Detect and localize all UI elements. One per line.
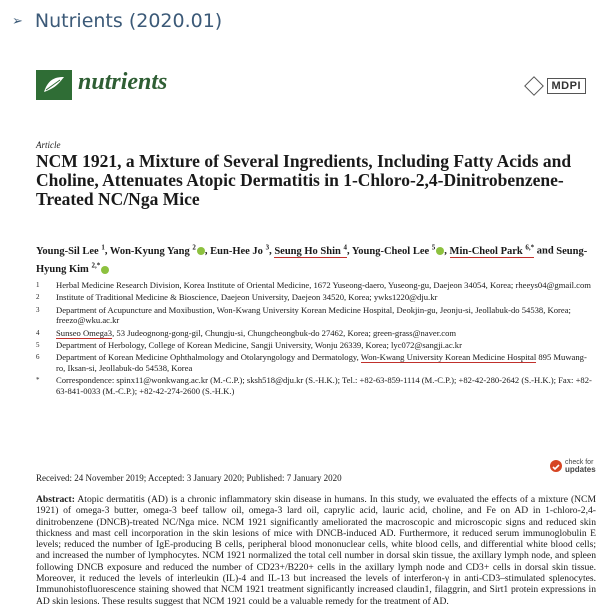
affiliation-number: 5: [36, 340, 40, 349]
affiliation-item: [36, 328, 596, 339]
author-name-text: Won-Kyung Yang: [109, 245, 193, 257]
mdpi-hex-icon: [524, 76, 544, 96]
affiliation-text: Department of Acupuncture and Moxibustion, Won-Kwang University Korean Medicine Hospital, Deokjin-gu, Jeonju-si, Jeollabuk-do 54538, Korea; freezo@wku.ac.kr: [56, 304, 571, 326]
check-for-updates-button[interactable]: [550, 459, 596, 473]
affiliation-number: 4: [36, 328, 40, 337]
author-affiliation-sup: 3: [265, 243, 270, 251]
affiliation-highlight: Sunseo Omega3: [56, 327, 113, 338]
author-name[interactable]: [351, 243, 444, 257]
author-affiliation-sup: 4: [343, 243, 347, 251]
affiliation-item: [36, 340, 596, 351]
author-separator: and: [534, 245, 557, 257]
author-name[interactable]: [274, 243, 347, 258]
author-separator: ,: [204, 245, 211, 257]
author-name-text: Seung-Hyung Kim: [36, 245, 588, 275]
author-name-text: Min-Cheol Park: [449, 245, 526, 257]
author-name-text: Young-Cheol Lee: [351, 245, 432, 257]
check-updates-label: check for updates: [565, 459, 596, 474]
affiliation-item: [36, 280, 596, 291]
author-name[interactable]: [109, 243, 205, 257]
author-separator: ,: [346, 245, 352, 257]
affiliation-item: [36, 375, 596, 397]
author-name[interactable]: [449, 243, 535, 258]
affiliation-number: 3: [36, 305, 40, 314]
author-affiliation-sup: 1: [101, 243, 105, 251]
publisher-name: MDPI: [547, 78, 587, 94]
abstract-text: Atopic dermatitis (AD) is a chronic inflammatory skin disease in humans. In this study, we evaluated the effects of a mixture (NCM 1921) of omega-3 butter, omega-3 beef tallow oil, omega-3 lard oil, caprylic acid, lauric acid, choline, and Fe on AD in 1-chloro-2,4-dinitrobenzene (DNCB)-treated NC/Nga mice. NCM 1921 significantly ameliorated the macroscopic and microscopic signs and reduced skin thickness and mast cell incorporation in the skin lesions of mice with DNCB-induced AD. Furthermore, it reduced serum immunoglobulin E levels; reduced the number of IgE-producing B cells, peripheral blood mononuclear cells, white blood cells, and differential white blood cells; and increased the number of lymphocytes. NCM 1921 normalized the total cell number in dorsal skin tissue, the axillary lymph node, and spleen following DNCB exposure and reduced the number of CD23+/B220+ cells in the axillary lymph node and CD3+ cells in dorsal skin tissue. Moreover, it reduced the levels of interleukin (IL)-4 and IL-13 but increased the levels of interferon-γ in anti-CD3–stimulated splenocytes. Immunohistofluorescence staining showed that NCM 1921 treatment significantly increased claudin1, filaggrin, and Sirt1 protein expressions in AD skin lesions. These results suggest that NCM 1921 could be a valuable remedy for the treatment of AD.: [36, 494, 596, 607]
affiliation-list: [36, 280, 596, 398]
author-affiliation-sup: 2,*: [91, 261, 101, 270]
author-name[interactable]: [210, 243, 270, 257]
author-affiliation-sup: 5: [431, 243, 436, 251]
abstract: [36, 494, 596, 607]
author-list: [36, 240, 596, 277]
journal-header: [36, 66, 592, 102]
author-name[interactable]: [36, 243, 105, 257]
affiliation-number: *: [36, 376, 40, 385]
orcid-icon[interactable]: [197, 247, 205, 255]
author-name-text: Young-Sil Lee: [36, 245, 102, 257]
affiliation-item: [36, 352, 596, 374]
publication-dates: Received: 24 November 2019; Accepted: 3 January 2020; Published: 7 January 2020: [36, 473, 342, 483]
affiliation-number: 1: [36, 281, 40, 289]
author-separator: ,: [444, 245, 450, 257]
orcid-icon[interactable]: [101, 266, 109, 274]
abstract-label: Abstract:: [36, 494, 75, 505]
article-title: NCM 1921, a Mixture of Several Ingredients, Including Fatty Acids and Choline, Attenuates Atopic Dermatitis in 1-Chloro-2,4-Dinitrobenzene-Treated NC/Nga Mice: [36, 151, 572, 209]
affiliation-highlight: Won-Kwang University Korean Medicine Hospital: [360, 352, 537, 363]
affiliation-item: [36, 305, 596, 327]
author-name-text: Eun-Hee Jo: [210, 245, 266, 257]
slide-heading: [12, 10, 222, 32]
author-name-text: Seung Ho Shin: [274, 245, 344, 257]
author-separator: ,: [269, 245, 275, 257]
journal-name: nutrients: [78, 69, 168, 95]
check-updates-icon: [550, 460, 562, 472]
affiliation-text: Institute of Traditional Medicine & Bioscience, Daejeon University, Daejeon 34520, Korea; ywks1220@dju.kr: [56, 292, 438, 303]
affiliation-number: 2: [36, 293, 40, 302]
bullet-arrow-icon: ➢: [12, 13, 23, 29]
author-affiliation-sup: 2: [192, 243, 196, 251]
author-separator: ,: [104, 245, 110, 257]
paper-page: [30, 58, 600, 608]
affiliation-number: 6: [36, 353, 40, 362]
affiliation-text: Department of Herbology, College of Korean Medicine, Sangji University, Wonju 26339, Korea; lyc072@sangji.ac.kr: [56, 339, 462, 350]
journal-logo-icon: [36, 70, 72, 100]
affiliation-text: Herbal Medicine Research Division, Korea Institute of Oriental Medicine, 1672 Yuseong-daero, Yuseong-gu, Daejeon 34054, Korea; rheeys04@gmail.com: [56, 280, 591, 290]
affiliation-text: Correspondence: spinx11@wonkwang.ac.kr (M.-C.P.); sksh518@dju.kr (S.-H.K.); Tel.: +82-63-859-1114 (M.-C.P.); +82-42-280-2642 (S.-H.K.); Fax: +82-63-841-0033 (M.-C.P.); +82-42-274-2600 (S.-H.K.): [56, 375, 592, 397]
affiliation-text: Department of Korean Medicine Ophthalmology and Otolaryngology and Dermatology, Won-Kwang University Korean Medicine Hospital 895 Muwang-ro, Iksan-si, Jeollabuk-do 54538, Korea: [56, 352, 587, 374]
publisher-logo: [527, 78, 587, 94]
affiliation-text: Sunseo Omega3, 53 Judeognong-gong-gil, Chungju-si, Chungcheongbuk-do 27462, Korea; green-grass@naver.com: [56, 327, 457, 338]
article-type: Article: [36, 140, 61, 150]
slide-title: Nutrients (2020.01): [34, 10, 223, 32]
affiliation-item: [36, 292, 596, 303]
author-affiliation-sup: 6,*: [525, 243, 535, 251]
